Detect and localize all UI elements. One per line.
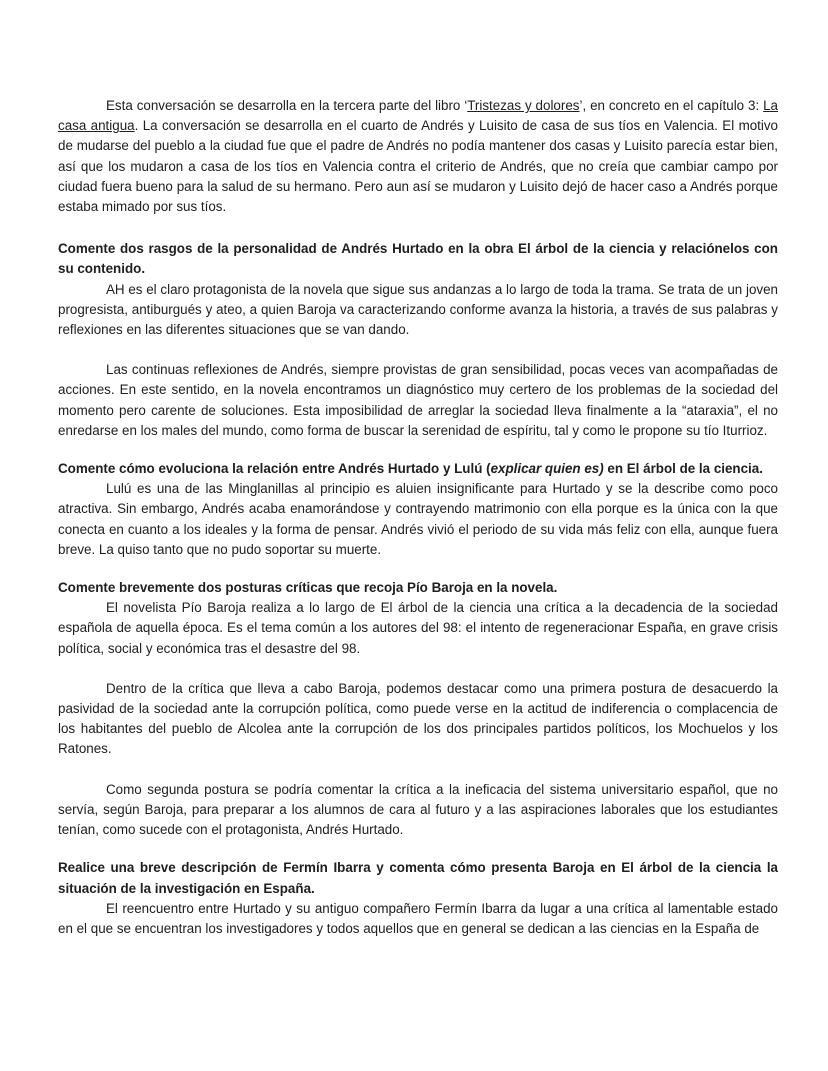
question-4-paragraph-1: El reencuentro entre Hurtado y su antiguo compañero Fermín Ibarra da lugar a una crítica al lamentable estado en el que se encuentran los investigadores y todos aquellos que en general se dedican a las ciencias en la España de xyxy=(58,900,778,936)
heading-text: en El árbol de la ciencia. xyxy=(603,461,763,477)
question-3-heading: Comente brevemente dos posturas críticas que recoja Pío Baroja en la novela. xyxy=(58,580,558,596)
heading-emphasis: explicar quien es) xyxy=(490,461,604,477)
question-2-paragraph-1: Lulú es una de las Minglanillas al principio es aluien insignificante para Hurtado y se la describe como poco atractiva. Sin embargo, Andrés acaba enamorándose y contrayendo matrimonio con ella porque es la única con la que conecta en cuanto a los ideales y la forma de pensar. Andrés vivió el periodo de su vida más feliz con ella, aunque fuera breve. La quiso tanto que no pudo soportar su muerte. xyxy=(58,481,778,557)
intro-text: ’, en concreto en el capítulo 3: xyxy=(579,98,764,113)
question-3-paragraph-1: El novelista Pío Baroja realiza a lo largo de El árbol de la ciencia una crítica a la decadencia de la sociedad española de aquella época. Es el tema común a los autores del 98: el intento de regeneracionar España, en grave crisis política, social y económica tras el desastre del 98. xyxy=(58,600,778,656)
question-4-heading: Realice una breve descripción de Fermín Ibarra y comenta cómo presenta Baroja en El árbol de la ciencia la situación de la investigación en España. xyxy=(58,860,778,896)
intro-text: . La conversación se desarrolla en el cuarto de Andrés y Luisito de casa de sus tíos en Valencia. El motivo de mudarse del pueblo a la ciudad fue que el padre de Andrés no podía mantener dos casas y Luisito parecía estar bien, así que los mudaron a casa de los tíos en Valencia contra el criterio de Andrés, que no creía que cambiar campo por ciudad fuera bueno para la salud de su hermano. Pero aun así se mudaron y Luisito dejó de hacer caso a Andrés porque estaba mimado por sus tíos. xyxy=(58,118,779,215)
intro-paragraph xyxy=(58,96,778,217)
question-1-paragraph-1: AH es el claro protagonista de la novela que sigue sus andanzas a lo largo de toda la trama. Se trata de un joven progresista, antiburgués y ateo, a quien Baroja va caracterizando conforme avanza la historia, a través de sus palabras y reflexiones en las diferentes situaciones que se van dando. xyxy=(58,281,778,338)
heading-text: Comente cómo evoluciona la relación entre Andrés Hurtado y Lulú ( xyxy=(58,461,491,477)
question-1-paragraph-2: Las continuas reflexiones de Andrés, siempre provistas de gran sensibilidad, pocas veces van acompañadas de acciones. En este sentido, en la novela encontramos un diagnóstico muy certero de los problemas de la sociedad del momento pero carente de soluciones. Esta imposibilidad de arreglar la sociedad lleva finalmente a la “ataraxia”, el no enredarse en los males del mundo, como forma de buscar la serenidad de espíritu, tal y como le propone su tío Iturrioz. xyxy=(58,362,778,438)
question-3-paragraph-2: Dentro de la crítica que lleva a cabo Baroja, podemos destacar como una primera postura de desacuerdo la pasividad de la sociedad ante la corrupción política, como puede verse en la actitud de indiferencia o complacencia de los habitantes del pueblo de Alcolea ante la corrupción de los dos principales partidos políticos, los Mochuelos y los Ratones. xyxy=(58,680,778,757)
question-3-paragraph-3: Como segunda postura se podría comentar la crítica a la ineficacia del sistema universitario español, que no servía, según Baroja, para preparar a los alumnos de cara al futuro y a las aspiraciones laborales que los estudiantes tenían, como sucede con el protagonista, Andrés Hurtado. xyxy=(58,781,778,838)
book-title-link[interactable]: Tristezas y dolores xyxy=(467,98,580,113)
chapter-title-link[interactable]: La casa antigua xyxy=(58,98,778,134)
intro-text: Esta conversación se desarrolla en la tercera parte del libro ‘ xyxy=(106,98,468,113)
question-2-heading xyxy=(58,459,778,479)
question-1-heading: Comente dos rasgos de la personalidad de Andrés Hurtado en la obra El árbol de la ciencia y relaciónelos con su contenido. xyxy=(58,241,778,277)
